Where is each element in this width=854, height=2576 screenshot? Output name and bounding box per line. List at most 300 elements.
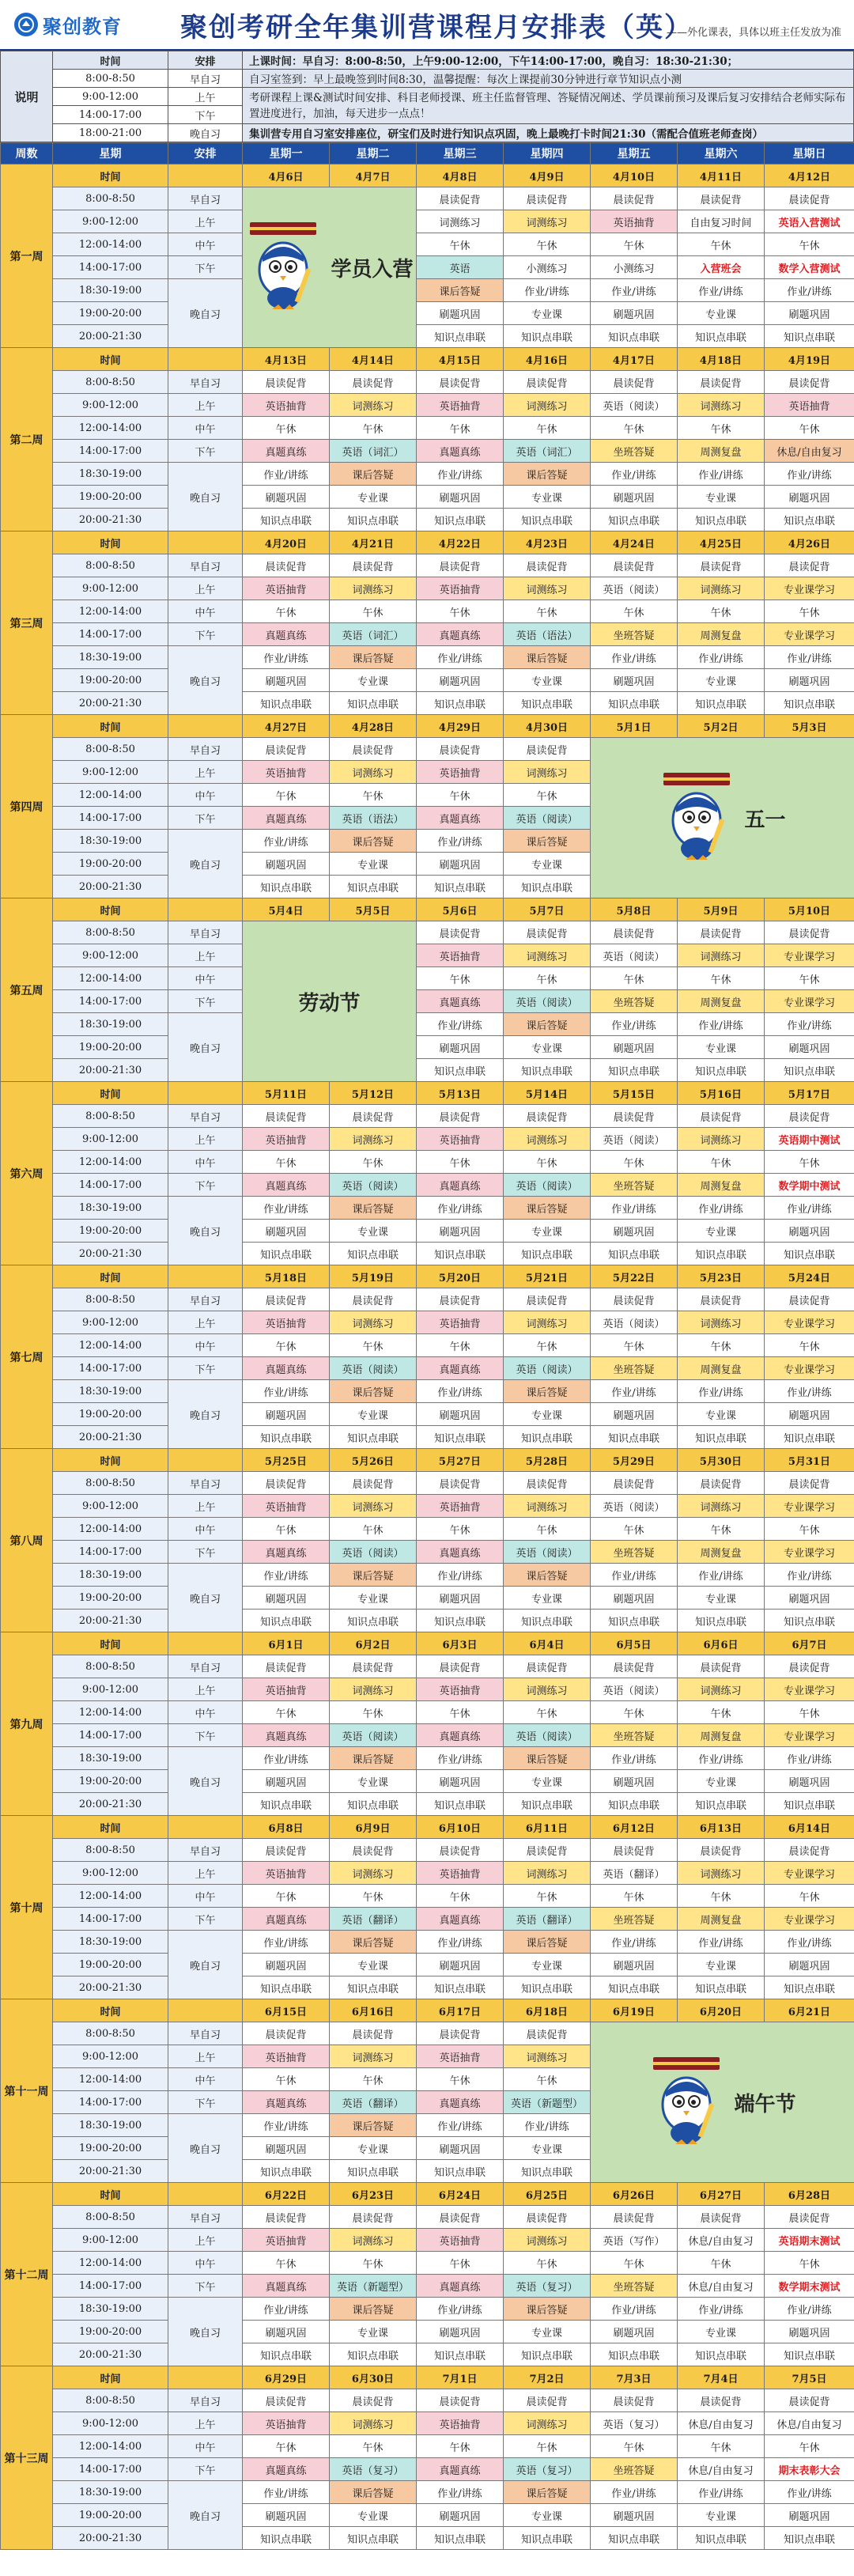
- schedule-cell: 知识点串联: [243, 1976, 330, 1999]
- schedule-cell: 英语（语法）: [330, 807, 417, 830]
- schedule-cell: 午休: [504, 2068, 591, 2091]
- schedule-cell: 专业课: [330, 2137, 417, 2160]
- schedule-cell: 作业/讲练: [243, 1931, 330, 1954]
- schedule-cell: 晨读促背: [417, 371, 504, 394]
- schedule-row: [1, 417, 854, 440]
- schedule-cell: 词测练习: [504, 1678, 591, 1701]
- schedule-cell: 刷题巩固: [417, 2504, 504, 2527]
- date-cell: 6月16日: [330, 1999, 417, 2022]
- schedule-cell: 晨读促背: [417, 1105, 504, 1128]
- schedule-cell: 知识点串联: [417, 692, 504, 715]
- schedule-cell: 周测复盘: [678, 1174, 765, 1197]
- schedule-cell: 刷题巩固: [765, 302, 854, 325]
- schedule-cell: 真题真练: [417, 1357, 504, 1380]
- schedule-cell: 知识点串联: [765, 1610, 854, 1632]
- schedule-cell: 晨读促背: [417, 187, 504, 210]
- schedule-cell: 知识点串联: [243, 876, 330, 898]
- schedule-cell: 专业课: [678, 1770, 765, 1793]
- date-cell: 6月27日: [678, 2183, 765, 2206]
- schedule-row: [1, 2022, 854, 2045]
- date-cell: 6月11日: [504, 1816, 591, 1839]
- schedule-cell: 晨读促背: [591, 187, 678, 210]
- intro-label: 说明: [1, 51, 53, 142]
- date-cell: 6月4日: [504, 1632, 591, 1655]
- col-week: 周数: [1, 143, 53, 165]
- schedule-cell: 午休: [417, 417, 504, 440]
- arrangement-cell: 上午: [168, 1678, 243, 1701]
- schedule-cell: 作业/讲练: [243, 1564, 330, 1587]
- arrangement-cell: 下午: [168, 1174, 243, 1197]
- schedule-cell: 作业/讲练: [243, 830, 330, 853]
- schedule-cell: 知识点串联: [678, 1243, 765, 1265]
- arrangement-cell: 上午: [168, 761, 243, 784]
- schedule-cell: 午休: [504, 233, 591, 256]
- schedule-cell: 刷题巩固: [417, 2137, 504, 2160]
- schedule-cell: 课后答疑: [504, 463, 591, 486]
- date-cell: 6月3日: [417, 1632, 504, 1655]
- schedule-cell: 作业/讲练: [591, 2481, 678, 2504]
- date-cell: 5月12日: [330, 1082, 417, 1105]
- arrangement-cell: 下午: [168, 256, 243, 279]
- schedule-cell: 知识点串联: [765, 1059, 854, 1082]
- schedule-cell: 坐班答疑: [591, 1541, 678, 1564]
- week-date-row: [1, 715, 854, 738]
- date-cell: 4月15日: [417, 348, 504, 371]
- schedule-cell: 午休: [678, 2252, 765, 2275]
- schedule-row: [1, 440, 854, 463]
- schedule-cell: 英语（阅读）: [591, 1495, 678, 1518]
- schedule-cell: 周测复盘: [678, 623, 765, 646]
- schedule-cell: 知识点串联: [330, 1243, 417, 1265]
- schedule-row: [1, 554, 854, 577]
- schedule-cell: 词测练习: [504, 210, 591, 233]
- week-date-row: [1, 898, 854, 921]
- schedule-row: [1, 1541, 854, 1564]
- time-cell: 18:30-19:00: [53, 1380, 168, 1403]
- schedule-cell: 晨读促背: [417, 1655, 504, 1678]
- schedule-cell: 晨读促背: [504, 1655, 591, 1678]
- time-header: 时间: [53, 165, 168, 187]
- schedule-cell: 课后答疑: [330, 463, 417, 486]
- date-cell: 5月29日: [591, 1449, 678, 1472]
- time-cell: 9:00-12:00: [53, 210, 168, 233]
- schedule-cell: 午休: [243, 1334, 330, 1357]
- schedule-cell: 坐班答疑: [591, 990, 678, 1013]
- date-cell: 6月7日: [765, 1632, 854, 1655]
- schedule-row: [1, 600, 854, 623]
- schedule-cell: 休息/自由复习: [678, 2458, 765, 2481]
- schedule-cell: 作业/讲练: [243, 2298, 330, 2321]
- week-date-row: [1, 1449, 854, 1472]
- schedule-cell: 晨读促背: [243, 2206, 330, 2229]
- schedule-cell: 英语（阅读）: [591, 394, 678, 417]
- intro-arrangement: 晚自习: [168, 124, 243, 142]
- schedule-cell: 晨读促背: [678, 1472, 765, 1495]
- schedule-cell: 知识点串联: [591, 509, 678, 531]
- schedule-cell: 知识点串联: [504, 2160, 591, 2183]
- schedule-cell: 知识点串联: [330, 2160, 417, 2183]
- brand-logo: [14, 11, 149, 39]
- schedule-row: [1, 1564, 854, 1587]
- time-cell: 12:00-14:00: [53, 417, 168, 440]
- schedule-cell: 数学入营测试: [765, 256, 854, 279]
- schedule-cell: 坐班答疑: [591, 440, 678, 463]
- schedule-cell: 午休: [591, 2435, 678, 2458]
- schedule-cell: 午休: [243, 1885, 330, 1908]
- schedule-cell: 知识点串联: [330, 1426, 417, 1449]
- schedule-cell: 作业/讲练: [678, 279, 765, 302]
- time-cell: 8:00-8:50: [53, 2206, 168, 2229]
- intro-arrangement: 下午: [168, 106, 243, 124]
- schedule-cell: 晨读促背: [504, 2206, 591, 2229]
- schedule-cell: 知识点串联: [330, 2527, 417, 2550]
- schedule-cell: 课后答疑: [330, 2114, 417, 2137]
- schedule-cell: 知识点串联: [678, 2343, 765, 2366]
- schedule-cell: 真题真练: [417, 2275, 504, 2298]
- schedule-row: [1, 990, 854, 1013]
- schedule-cell: 作业/讲练: [591, 1197, 678, 1220]
- arrangement-cell: 上午: [168, 1311, 243, 1334]
- schedule-cell: 作业/讲练: [765, 463, 854, 486]
- schedule-cell: 知识点串联: [765, 509, 854, 531]
- schedule-cell: 课后答疑: [504, 1013, 591, 1036]
- schedule-cell: 英语（阅读）: [504, 1357, 591, 1380]
- arrangement-cell: 下午: [168, 807, 243, 830]
- schedule-cell: 专业课: [678, 2504, 765, 2527]
- arrangement-cell: 早自习: [168, 2389, 243, 2412]
- schedule-cell: 作业/讲练: [243, 1197, 330, 1220]
- schedule-cell: 知识点串联: [417, 1610, 504, 1632]
- schedule-cell: 晨读促背: [765, 2206, 854, 2229]
- schedule-cell: 英语（阅读）: [591, 1311, 678, 1334]
- schedule-row: [1, 738, 854, 761]
- schedule-cell: 专业课: [678, 1036, 765, 1059]
- arrangement-cell: 中午: [168, 2252, 243, 2275]
- schedule-cell: 作业/讲练: [417, 1564, 504, 1587]
- schedule-row: [1, 1793, 854, 1816]
- schedule-cell: 刷题巩固: [417, 302, 504, 325]
- date-cell: 4月21日: [330, 531, 417, 554]
- schedule-cell: 周测复盘: [678, 1908, 765, 1931]
- schedule-cell: 午休: [330, 1885, 417, 1908]
- schedule-cell: 刷题巩固: [243, 486, 330, 509]
- arrangement-cell: 早自习: [168, 2206, 243, 2229]
- schedule-cell: 午休: [591, 1334, 678, 1357]
- schedule-row: [1, 1288, 854, 1311]
- time-header: 时间: [53, 1449, 168, 1472]
- schedule-cell: 刷题巩固: [591, 2321, 678, 2343]
- schedule-cell: 英语抽背: [243, 1495, 330, 1518]
- time-cell: 12:00-14:00: [53, 600, 168, 623]
- schedule-cell: 数学期中测试: [765, 1174, 854, 1197]
- schedule-cell: 午休: [504, 600, 591, 623]
- schedule-cell: 周测复盘: [678, 990, 765, 1013]
- schedule-row: [1, 944, 854, 967]
- schedule-cell: 晨读促背: [504, 738, 591, 761]
- schedule-cell: 周测复盘: [678, 1724, 765, 1747]
- schedule-cell: 知识点串联: [417, 1793, 504, 1816]
- schedule-row: [1, 1013, 854, 1036]
- schedule-cell: 作业/讲练: [678, 463, 765, 486]
- date-cell: 6月19日: [591, 1999, 678, 2022]
- schedule-cell: 午休: [417, 2068, 504, 2091]
- time-cell: 14:00-17:00: [53, 1541, 168, 1564]
- schedule-cell: 知识点串联: [678, 1793, 765, 1816]
- week-date-row: [1, 1816, 854, 1839]
- schedule-cell: 课后答疑: [330, 1931, 417, 1954]
- schedule-cell: 知识点串联: [417, 1059, 504, 1082]
- schedule-cell: 晨读促背: [243, 371, 330, 394]
- schedule-cell: 真题真练: [417, 2458, 504, 2481]
- schedule-cell: 午休: [678, 417, 765, 440]
- schedule-cell: 作业/讲练: [417, 2298, 504, 2321]
- schedule-cell: 专业课学习: [765, 1357, 854, 1380]
- schedule-cell: 作业/讲练: [678, 646, 765, 669]
- arrangement-cell: 中午: [168, 1334, 243, 1357]
- time-cell: 20:00-21:30: [53, 876, 168, 898]
- schedule-cell: 知识点串联: [417, 1243, 504, 1265]
- schedule-cell: 真题真练: [243, 2275, 330, 2298]
- time-cell: 19:00-20:00: [53, 486, 168, 509]
- arrangement-cell: 早自习: [168, 1655, 243, 1678]
- schedule-cell: 知识点串联: [765, 1793, 854, 1816]
- schedule-cell: 课后答疑: [330, 1380, 417, 1403]
- schedule-cell: 专业课: [678, 669, 765, 692]
- time-cell: 20:00-21:30: [53, 325, 168, 348]
- schedule-cell: 词测练习: [504, 761, 591, 784]
- schedule-cell: 作业/讲练: [417, 1197, 504, 1220]
- schedule-cell: 专业课学习: [765, 1908, 854, 1931]
- schedule-cell: 晨读促背: [504, 1105, 591, 1128]
- date-cell: 7月5日: [765, 2366, 854, 2389]
- arrangement-cell: 晚自习: [168, 2481, 243, 2550]
- schedule-cell: 午休: [417, 1701, 504, 1724]
- arrangement-header: [168, 715, 243, 738]
- schedule-row: [1, 1128, 854, 1151]
- time-cell: 8:00-8:50: [53, 1288, 168, 1311]
- schedule-cell: 晨读促背: [243, 1288, 330, 1311]
- schedule-cell: 晨读促背: [417, 2206, 504, 2229]
- time-cell: 14:00-17:00: [53, 1174, 168, 1197]
- schedule-cell: 作业/讲练: [678, 1013, 765, 1036]
- schedule-cell: 晨读促背: [243, 1839, 330, 1862]
- schedule-cell: 知识点串联: [243, 1243, 330, 1265]
- intro-arrangement: 早自习: [168, 70, 243, 88]
- schedule-cell: 专业课学习: [765, 623, 854, 646]
- schedule-row: [1, 1839, 854, 1862]
- schedule-cell: 课后答疑: [504, 1564, 591, 1587]
- schedule-cell: 专业课: [504, 1403, 591, 1426]
- schedule-cell: 刷题巩固: [591, 1587, 678, 1610]
- schedule-cell: 专业课: [678, 486, 765, 509]
- schedule-cell: 刷题巩固: [243, 2137, 330, 2160]
- time-cell: 9:00-12:00: [53, 1128, 168, 1151]
- schedule-cell: 真题真练: [417, 1908, 504, 1931]
- schedule-row: [1, 1357, 854, 1380]
- date-cell: 6月15日: [243, 1999, 330, 2022]
- schedule-cell: 刷题巩固: [765, 1403, 854, 1426]
- time-cell: 18:30-19:00: [53, 1931, 168, 1954]
- schedule-cell: 晨读促背: [330, 1839, 417, 1862]
- schedule-cell: 知识点串联: [678, 1976, 765, 1999]
- schedule-row: [1, 1495, 854, 1518]
- schedule-cell: 刷题巩固: [417, 2321, 504, 2343]
- schedule-cell: 词测练习: [504, 1495, 591, 1518]
- schedule-cell: 英语（新题型）: [330, 2275, 417, 2298]
- schedule-cell: 课后答疑: [330, 2298, 417, 2321]
- schedule-cell: 作业/讲练: [591, 1013, 678, 1036]
- arrangement-cell: 中午: [168, 417, 243, 440]
- schedule-cell: 刷题巩固: [765, 2321, 854, 2343]
- schedule-cell: 作业/讲练: [765, 1747, 854, 1770]
- schedule-cell: 英语抽背: [417, 394, 504, 417]
- arrangement-cell: 下午: [168, 440, 243, 463]
- schedule-row: [1, 577, 854, 600]
- schedule-cell: 休息/自由复习: [678, 2412, 765, 2435]
- schedule-cell: 午休: [591, 417, 678, 440]
- date-cell: 5月24日: [765, 1265, 854, 1288]
- arrangement-cell: 下午: [168, 990, 243, 1013]
- schedule-cell: 知识点串联: [591, 2343, 678, 2366]
- schedule-cell: 刷题巩固: [417, 1220, 504, 1243]
- time-cell: 12:00-14:00: [53, 967, 168, 990]
- schedule-cell: 知识点串联: [591, 1610, 678, 1632]
- schedule-row: [1, 2206, 854, 2229]
- schedule-cell: 词测练习: [417, 210, 504, 233]
- intro-head-time: 时间: [53, 51, 168, 70]
- schedule-row: [1, 1747, 854, 1770]
- schedule-row: [1, 1334, 854, 1357]
- schedule-cell: 作业/讲练: [417, 1931, 504, 1954]
- schedule-row: [1, 279, 854, 302]
- schedule-cell: 真题真练: [417, 1541, 504, 1564]
- schedule-cell: 课后答疑: [330, 1197, 417, 1220]
- schedule-cell: 坐班答疑: [591, 1908, 678, 1931]
- schedule-cell: 英语（复习）: [330, 2458, 417, 2481]
- schedule-cell: 专业课: [504, 1770, 591, 1793]
- schedule-cell: 英语（阅读）: [591, 577, 678, 600]
- date-cell: 6月10日: [417, 1816, 504, 1839]
- schedule-cell: 午休: [417, 784, 504, 807]
- schedule-cell: 午休: [417, 600, 504, 623]
- schedule-row: [1, 2458, 854, 2481]
- schedule-cell: 晨读促背: [417, 2389, 504, 2412]
- time-cell: 18:30-19:00: [53, 1013, 168, 1036]
- schedule-cell: 词测练习: [678, 394, 765, 417]
- date-cell: 5月25日: [243, 1449, 330, 1472]
- schedule-cell: 午休: [765, 2435, 854, 2458]
- arrangement-cell: 中午: [168, 1701, 243, 1724]
- schedule-cell: 坐班答疑: [591, 623, 678, 646]
- schedule-cell: 午休: [678, 1334, 765, 1357]
- schedule-cell: 英语抽背: [417, 2045, 504, 2068]
- schedule-cell: 课后答疑: [330, 2481, 417, 2504]
- arrangement-header: [168, 1632, 243, 1655]
- col-weekday: 星期: [53, 143, 168, 165]
- intro-note-study-room: 集训营专用自习室安排座位，研宝们及时进行知识点巩固，晚上最晚打卡时间21:30（需配合值班老师查岗）: [243, 124, 854, 142]
- time-cell: 18:30-19:00: [53, 1564, 168, 1587]
- date-cell: 7月2日: [504, 2366, 591, 2389]
- schedule-cell: 词测练习: [678, 944, 765, 967]
- schedule-cell: 晨读促背: [591, 921, 678, 944]
- schedule-cell: 午休: [765, 1334, 854, 1357]
- schedule-cell: 英语（阅读）: [330, 1541, 417, 1564]
- arrangement-cell: 下午: [168, 2458, 243, 2481]
- schedule-cell: 知识点串联: [417, 509, 504, 531]
- schedule-cell: 午休: [504, 1151, 591, 1174]
- schedule-cell: 晨读促背: [504, 1472, 591, 1495]
- schedule-cell: 真题真练: [243, 440, 330, 463]
- intro-table: [0, 51, 854, 142]
- date-cell: 5月17日: [765, 1082, 854, 1105]
- schedule-cell: 真题真练: [243, 1357, 330, 1380]
- schedule-cell: 专业课学习: [765, 1311, 854, 1334]
- schedule-row: [1, 1426, 854, 1449]
- time-cell: 20:00-21:30: [53, 2160, 168, 2183]
- schedule-row: [1, 2527, 854, 2550]
- schedule-cell: 午休: [765, 1701, 854, 1724]
- schedule-cell: 课后答疑: [504, 2481, 591, 2504]
- time-cell: 14:00-17:00: [53, 2275, 168, 2298]
- arrangement-cell: 晚自习: [168, 279, 243, 348]
- schedule-cell: 刷题巩固: [417, 1587, 504, 1610]
- schedule-cell: 英语（阅读）: [504, 1174, 591, 1197]
- date-cell: 4月26日: [765, 531, 854, 554]
- date-cell: 6月24日: [417, 2183, 504, 2206]
- time-cell: 18:30-19:00: [53, 279, 168, 302]
- schedule-cell: 知识点串联: [765, 1976, 854, 1999]
- schedule-cell: 知识点串联: [330, 1610, 417, 1632]
- arrangement-cell: 上午: [168, 2229, 243, 2252]
- schedule-cell: 作业/讲练: [417, 1747, 504, 1770]
- schedule-cell: 真题真练: [243, 1724, 330, 1747]
- time-cell: 20:00-21:30: [53, 509, 168, 531]
- schedule-cell: 英语入营测试: [765, 210, 854, 233]
- schedule-cell: 知识点串联: [765, 692, 854, 715]
- date-cell: 6月18日: [504, 1999, 591, 2022]
- schedule-cell: 晨读促背: [330, 2389, 417, 2412]
- schedule-cell: 真题真练: [417, 440, 504, 463]
- schedule-cell: 作业/讲练: [765, 1564, 854, 1587]
- time-cell: 19:00-20:00: [53, 1036, 168, 1059]
- time-header: 时间: [53, 1265, 168, 1288]
- schedule-cell: 课后答疑: [504, 646, 591, 669]
- arrangement-cell: 早自习: [168, 1472, 243, 1495]
- schedule-row: [1, 1678, 854, 1701]
- schedule-cell: 晨读促背: [591, 554, 678, 577]
- col-tuesday: 星期二: [330, 143, 417, 165]
- schedule-cell: 英语抽背: [417, 761, 504, 784]
- arrangement-cell: 晚自习: [168, 2114, 243, 2183]
- time-cell: 19:00-20:00: [53, 1770, 168, 1793]
- schedule-cell: 刷题巩固: [243, 853, 330, 876]
- intro-time: 18:00-21:00: [53, 124, 168, 142]
- schedule-cell: 作业/讲练: [243, 1747, 330, 1770]
- schedule-row: [1, 1931, 854, 1954]
- schedule-cell: 晨读促背: [417, 2022, 504, 2045]
- arrangement-header: [168, 2366, 243, 2389]
- schedule-cell: 午休: [504, 967, 591, 990]
- schedule-row: [1, 210, 854, 233]
- time-cell: 20:00-21:30: [53, 1243, 168, 1265]
- schedule-cell: 午休: [765, 2252, 854, 2275]
- holiday-text: 五一: [744, 808, 786, 832]
- holiday-block: [243, 921, 417, 1082]
- arrangement-cell: 晚自习: [168, 1564, 243, 1632]
- page-title: 聚创考研全年集训营课程月安排表（英）: [180, 11, 693, 44]
- schedule-cell: 词测练习: [504, 1862, 591, 1885]
- arrangement-cell: 早自习: [168, 921, 243, 944]
